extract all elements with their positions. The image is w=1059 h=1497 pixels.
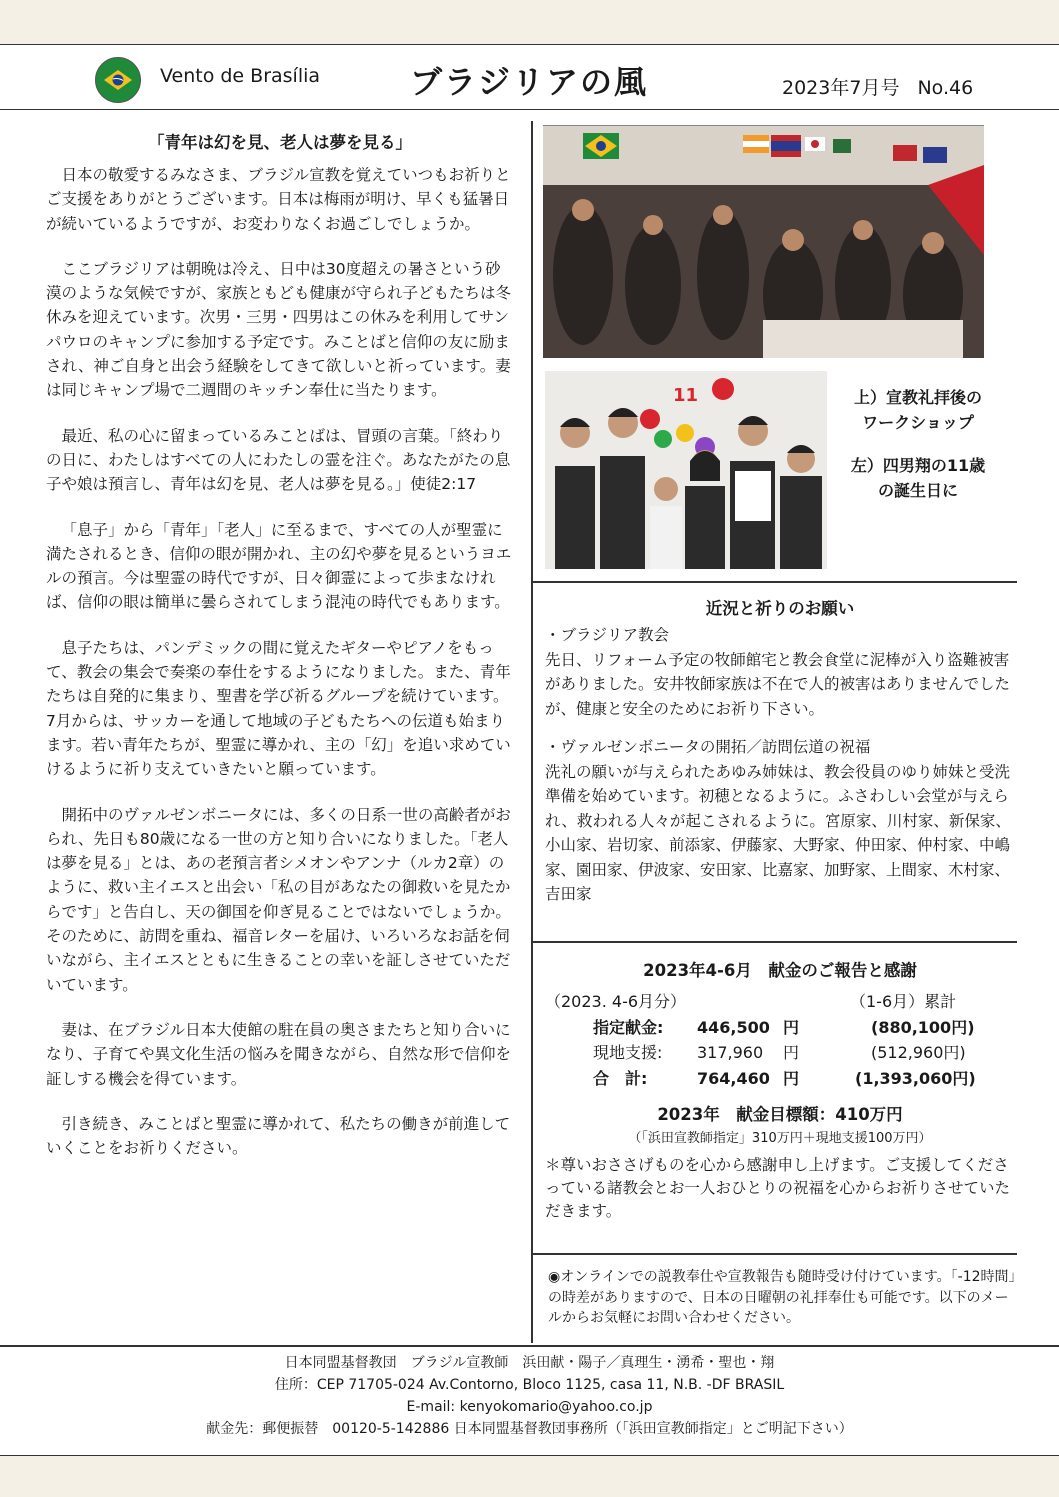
page-title: ブラジリアの風 [410, 63, 649, 101]
offering-heading: 2023年4-6月 献金のご報告と感謝 [643, 961, 917, 980]
offering-table [545, 989, 1015, 1091]
offering-thanks: ＊尊いおささげものを心から感謝申し上げます。ご支援してくださっている諸教会とお一人おひとりの祝福を心からお祈りさせていただきます。 [545, 1156, 1011, 1220]
article-paragraph: 妻は、在ブラジル日本大使館の駐在員の奥さまたちと知り合いになり、子育てや異文化生活の悩みを聞きながら、自然な形で信仰を証しする機会を得ています。 [46, 1020, 512, 1088]
article-paragraph: 開拓中のヴァルゼンボニータには、多くの日系一世の高齢者がおられ、先日も80歳になる一世の方と知り合いになりました。「老人は夢を見る」とは、あの老預言者シメオンやアンナ（ルカ2章）のように、救い主イエスと出会い「私の目があなたの御救いを見たからです」と告白し、天の御国を仰ぎ見ることではないでしょうか。そのために、訪問を重ね、福音レターを届け、いろいろなお話を伺いながら、主イエスとともに生きることの幸いを証しさせていただいています。 [46, 805, 511, 994]
article-paragraph: 息子たちは、パンデミックの間に覚えたギターやピアノをもって、教会の集会で奏楽の奉仕をするようになりました。また、青年たちは自発的に集まり、聖書を学び祈るグループを続けています。7月からは、サッカーを通して地域の子どもたちへの伝道も始まります。若い青年たちが、聖霊に導かれ、主の「幻」を追い求めていけるように祈り支えていきたいと願っています。 [46, 638, 511, 779]
section-divider [533, 581, 1017, 583]
footer-email[interactable]: E-mail: kenyokomario@yahoo.co.jp [406, 1399, 653, 1415]
article-paragraph: 日本の敬愛するみなさま、ブラジル宣教を覚えていつもお祈りとご支援をありがとうございます。日本は梅雨が明け、早くも猛暑日が続いているようですが、お変わりなくお過ごしでしょうか。 [46, 166, 511, 233]
cumulative-label: （1-6月）累計 [850, 992, 957, 1011]
online-notice: ◉オンラインでの説教奉仕や宣教報告も随時受け付けています。「-12時間」の時差がありますので、日本の日曜朝の礼拝奉仕も可能です。以下のメールからお気軽にお問い合わせください。 [548, 1269, 1016, 1326]
offering-goal: 2023年 献金目標額：410万円 [657, 1105, 903, 1124]
caption-top-line1: 上）宣教礼拝後の [853, 388, 982, 407]
period-label: （2023. 4-6月分） [545, 992, 687, 1011]
newsletter-page [0, 44, 1059, 1456]
offering-row: 指定献金: 446,500 円 (880,100円) [593, 1017, 975, 1037]
offering-header-row [545, 989, 1015, 1015]
section-divider [533, 1253, 1017, 1255]
offering-section [545, 957, 1015, 1223]
news-heading: 近況と祈りのお願い [705, 599, 855, 618]
caption-left-line1: 左）四男翔の11歳 [850, 456, 986, 475]
main-article [46, 129, 514, 1181]
offering-goal-detail: （「浜田宣教師指定」310万円＋現地支援100万円） [628, 1131, 932, 1146]
news-item-title: ・ブラジリア教会 [545, 626, 670, 644]
offering-row: 現地支援: 317,960 円 (512,960円) [593, 1043, 966, 1062]
footer-missionaries: 日本同盟基督教団 ブラジル宣教師 浜田献・陽子／真理生・湧希・聖也・翔 [284, 1355, 775, 1371]
article-paragraph: 最近、私の心に留まっているみことばは、冒頭の言葉。「終わりの日に、わたしはすべての人にわたしの霊を注ぐ。あなたがたの息子や娘は預言し、青年は幻を見、老人は夢を見る。」使徒2:17 [46, 426, 511, 494]
article-paragraph: ここブラジリアは朝晩は冷え、日中は30度超えの暑さという砂漠のような気候ですが、家族ともども健康が守られ子どもたちは冬休みを迎えています。次男・三男・四男はこの休みを利用してサンパウロのキャンプに参加する予定です。みことばと信仰の友に励まされ、神ご自身と出会う経験をしてきて欲しいと祈っています。妻は同じキャンプ場で二週間のキッチン奉仕に当たります。 [46, 259, 512, 400]
footer [0, 1352, 1059, 1440]
workshop-photo [543, 125, 984, 358]
news-item-text: 洗礼の願いが与えられたあゆみ姉妹は、教会役員のゆり姉妹と受洗準備を始めています。初穂となるように。ふさわしい会堂が与えられ、救われる人々が起こされるように。宮原家、川村家、新保家、小山家、岩切家、前添家、伊藤家、大野家、仲田家、仲村家、中嶋家、園田家、伊波家、安田家、比嘉家、加野家、上間家、木村家、吉田家 [545, 762, 1011, 903]
offering-total-row: 合 計: 764,460 円 (1,393,060円) [593, 1068, 976, 1088]
article-heading: 「青年は幻を見、老人は夢を見る」 [148, 133, 412, 152]
footer-address: 住所：CEP 71705-024 Av.Contorno, Bloco 1125, casa 11, N.B. -DF BRASIL [274, 1377, 785, 1393]
column-divider [531, 121, 533, 1343]
news-item-title: ・ヴァルゼンボニータの開拓／訪問伝道の祝福 [545, 738, 871, 756]
brand-name: Vento de Brasília [160, 65, 321, 87]
section-divider [533, 941, 1017, 943]
issue-number: No.46 [917, 77, 974, 99]
news-section [545, 595, 1015, 907]
photo-captions [838, 385, 998, 521]
svg-text:11: 11 [673, 385, 699, 406]
footer-donation: 献金先：郵便振替 00120-5-142886 日本同盟基督教団事務所（「浜田宣教師指定」とご明記下さい） [206, 1421, 853, 1437]
brazil-flag-icon [95, 57, 141, 103]
header [0, 45, 1059, 110]
issue-info [782, 73, 973, 100]
caption-top-line2: ワークショップ [862, 413, 974, 432]
issue-date: 2023年7月号 [782, 77, 900, 99]
news-item-text: 先日、リフォーム予定の牧師館宅と教会食堂に泥棒が入り盗難被害がありました。安井牧師家族は不在で人的被害はありませんでしたが、健康と安全のためにお祈り下さい。 [545, 650, 1011, 718]
birthday-photo [545, 371, 827, 569]
footer-divider [0, 1345, 1059, 1347]
caption-left-line2: の誕生日に [877, 481, 958, 500]
article-paragraph: 「息子」から「青年」「老人」に至るまで、すべての人が聖霊に満たされるとき、信仰の眼が開かれ、主の幻や夢を見るというヨエルの預言。今は聖霊の時代ですが、日々御霊によって歩まなければ、信仰の眼は簡単に曇らされてしまう混沌の時代でもあります。 [46, 520, 512, 612]
article-paragraph: 引き続き、みことばと聖霊に導かれて、私たちの働きが前進していくことをお祈りください。 [46, 1114, 511, 1158]
